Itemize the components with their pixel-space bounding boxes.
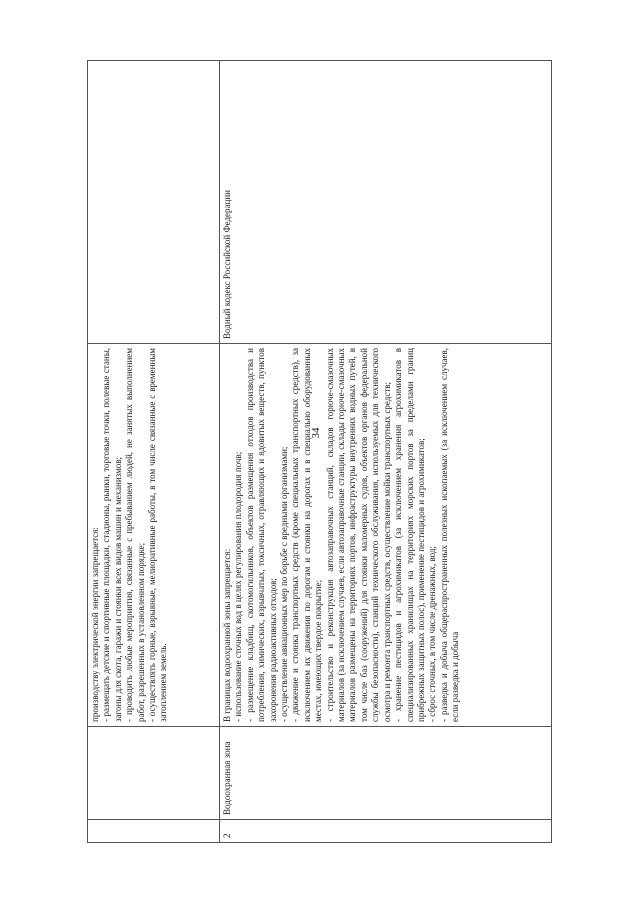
restriction-text: - сброс сточных, в том числе дренажных, вод; xyxy=(427,545,438,722)
restrictions-cell xyxy=(220,344,552,727)
restriction-text: - строительство и реконструкция автозаправочных станций, складов горюче-смазочных материалов (за исключением случаев, если автозаправочные станции, склады горюче-смазочных материалов размещены на территориях портов, инфраструктуры внутренних водных путей, в том числе баз (сооружений) для стоянки маломерных судов, объектов органов федеральной службы безопасности), станций технического обслуживания, используемых для технического осмотра и ремонта транспортных средств, осуществление мойки транспортных средств; xyxy=(324,348,392,722)
restriction-text: производству электрической энергии запрещается: xyxy=(90,527,100,722)
row-number-cell xyxy=(88,820,220,843)
restriction-text: - хранение пестицидов и агрохимикатов (за исключением хранения агрохимикатов в специализированных хранилищах на территориях морских портов за пределами границ прибрежных защитных полос), применение пестицидов и агрохимикатов; xyxy=(393,348,426,722)
rotated-table-wrapper xyxy=(87,60,552,843)
table-row xyxy=(88,61,220,843)
legal-basis-cell xyxy=(88,61,220,344)
restrictions-cell xyxy=(88,344,220,727)
restriction-text: - разведка и добыча общераспространенных полезных ископаемых (за исключением случаев, если разведка и добыча xyxy=(438,348,461,722)
table-row xyxy=(220,61,552,843)
restriction-text: - использование сточных вод в целях регулирования плодородия почв; xyxy=(233,451,244,722)
legal-basis-cell: Водный кодекс Российской Федерации xyxy=(220,61,552,344)
page-number: 34 xyxy=(310,427,322,439)
restriction-text: - осуществление авиационных мер по борьбе с вредными организмами; xyxy=(279,446,290,722)
restriction-text: - проводить любые мероприятия, связанные с пребыванием людей, не занятых выполнением работ, разрешенных в установленном порядке; xyxy=(124,348,146,722)
row-number-cell: 2 xyxy=(220,820,552,843)
restriction-text: - размещать детские и спортивные площадки, стадионы, рынки, торговые точки, полевые станы, загоны для скота, гаражи и стоянки всех видов машин и механизмов; xyxy=(101,348,123,722)
restriction-text: - размещение кладбищ, скотомогильников, объектов размещения отходов производства и потребления, химических, взрывчатых, токсичных, отравляющих и ядовитых веществ, пунктов захоронения радиоактивных отходов; xyxy=(244,348,278,722)
zone-name-cell: Водоохранная зона xyxy=(220,727,552,820)
restriction-text: - движение и стоянка транспортных средств (кроме специальных транспортных средств), за исключением их движения по дорогам и стоянки на дорогах и в специально оборудованных местах, имеющих твердое покрытие; xyxy=(290,348,324,722)
restriction-text: - осуществлять горные, взрывные, мелиоративные работы, в том числе связанные с временным затоплением земель. xyxy=(147,348,169,722)
zone-name-cell xyxy=(88,727,220,820)
restrictions-table xyxy=(87,60,552,843)
restriction-text: В границах водоохранной зоны запрещается: xyxy=(222,548,232,722)
